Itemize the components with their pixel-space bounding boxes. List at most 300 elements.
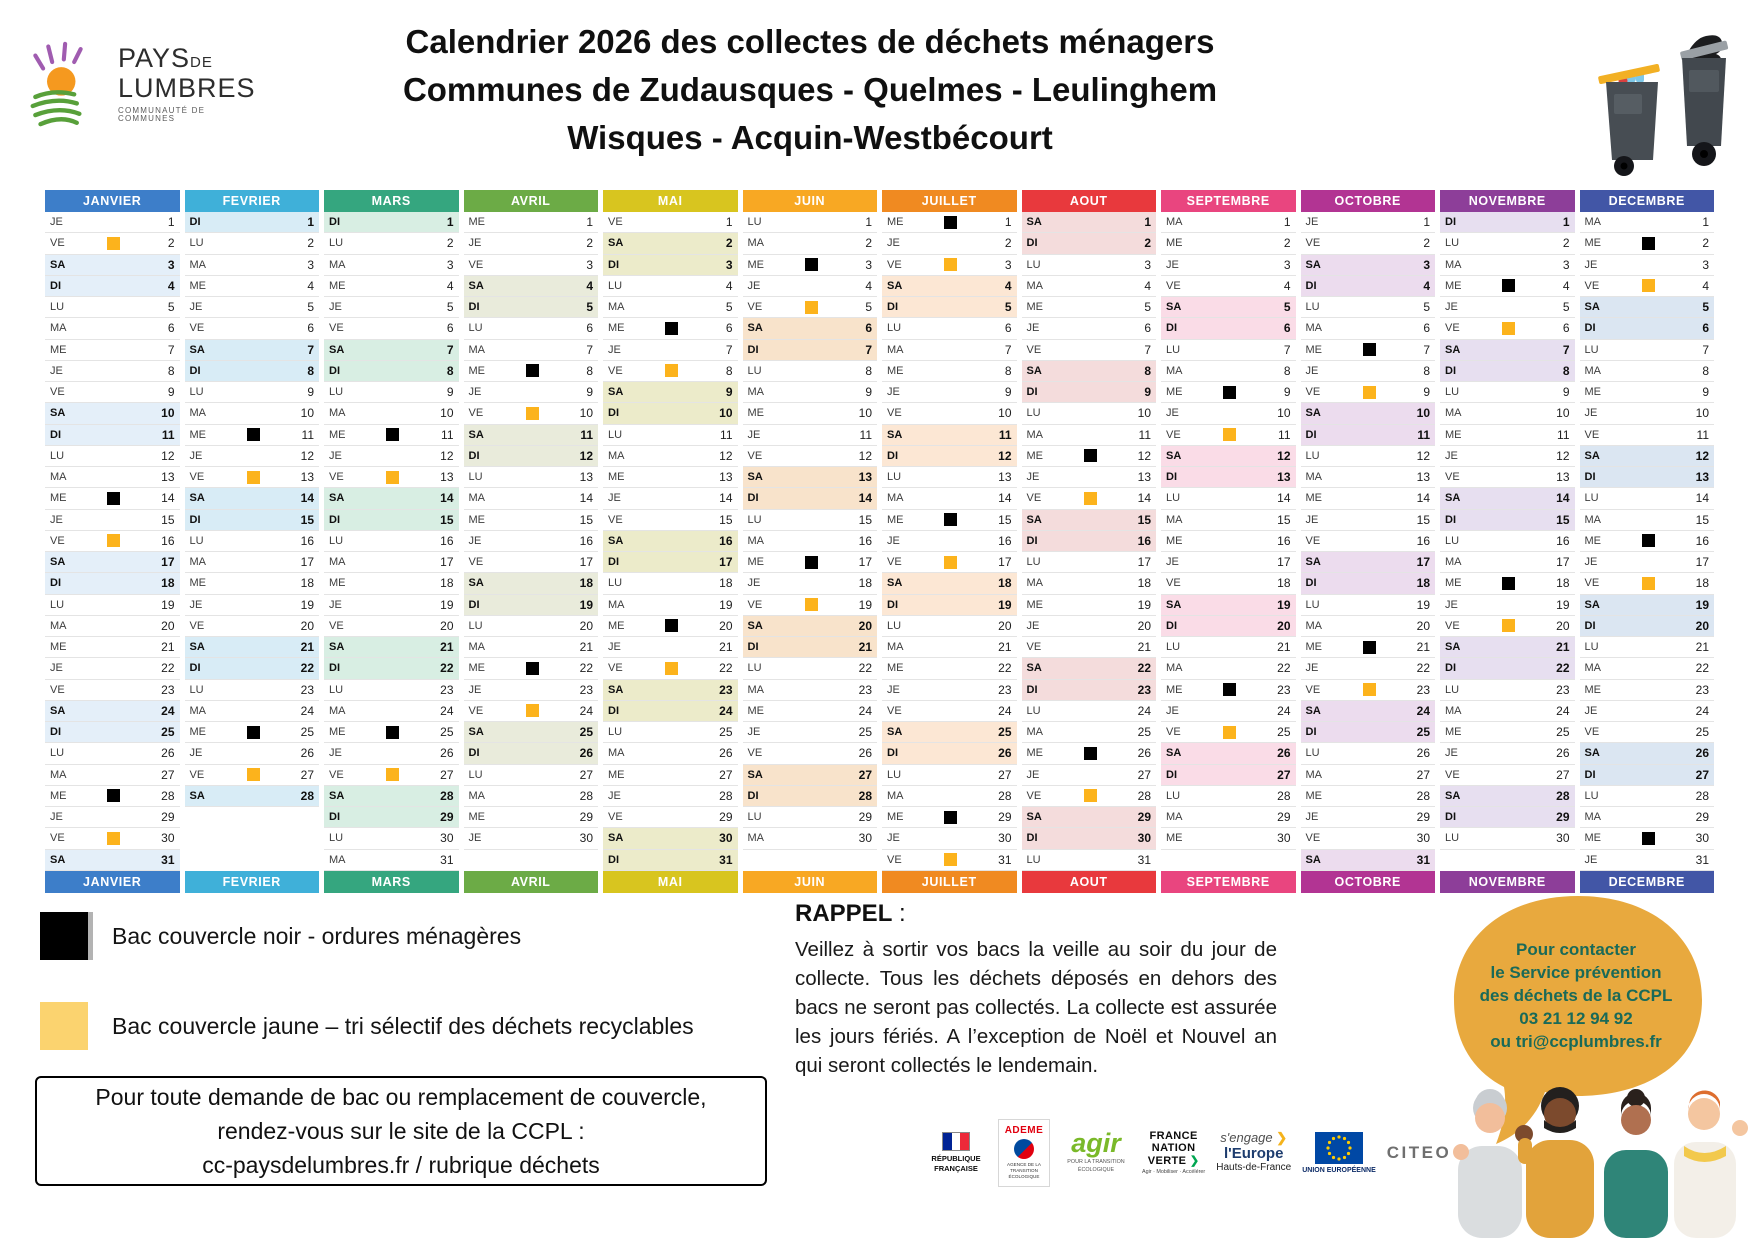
weekday-label: VE xyxy=(747,301,763,314)
weekday-label: VE xyxy=(887,407,902,420)
day-number: 5 xyxy=(586,300,593,315)
day-cell xyxy=(1161,318,1296,339)
day-number: 6 xyxy=(725,321,733,336)
day-cell xyxy=(324,531,459,552)
weekday-label: JE xyxy=(329,301,342,314)
day-number: 25 xyxy=(300,725,314,740)
weekday-label: JE xyxy=(608,641,621,654)
day-number: 4 xyxy=(865,278,872,293)
day-number: 19 xyxy=(579,597,593,612)
day-cell xyxy=(1440,786,1575,807)
day-number: 23 xyxy=(1416,682,1430,697)
weekday-label: JE xyxy=(329,598,342,611)
day-number: 20 xyxy=(161,618,175,633)
weekday-label: VE xyxy=(887,853,902,866)
day-cell xyxy=(45,616,180,637)
day-number: 26 xyxy=(300,746,314,761)
day-number: 3 xyxy=(1283,257,1291,272)
day-number: 11 xyxy=(998,427,1012,442)
day-number: 26 xyxy=(440,746,454,761)
day-number: 31 xyxy=(161,852,175,867)
day-cell xyxy=(1301,616,1436,637)
weekday-label: DI xyxy=(608,407,619,420)
day-cell xyxy=(1440,743,1575,764)
weekday-label: SA xyxy=(1305,853,1321,866)
black-bin-marker xyxy=(526,364,539,377)
weekday-label: MA xyxy=(50,619,67,632)
weekday-label: SA xyxy=(1445,343,1461,356)
yellow-bin-marker xyxy=(1502,619,1515,632)
day-cell xyxy=(45,510,180,531)
day-cell xyxy=(1301,807,1436,828)
weekday-label: SA xyxy=(1305,258,1321,271)
day-cell xyxy=(45,765,180,786)
day-number: 20 xyxy=(1416,618,1430,633)
day-cell xyxy=(882,212,1017,233)
day-number: 10 xyxy=(1556,406,1570,421)
yellow-bin-marker xyxy=(107,534,120,547)
day-cell xyxy=(464,743,599,764)
weekday-label: SA xyxy=(50,258,66,271)
day-number: 30 xyxy=(719,831,733,846)
day-cell xyxy=(1161,743,1296,764)
weekday-label: LU xyxy=(189,237,204,250)
day-cell xyxy=(1301,361,1436,382)
weekday-label: MA xyxy=(747,386,764,399)
day-number: 23 xyxy=(719,682,733,697)
yellow-bin-marker xyxy=(107,237,120,250)
day-cell xyxy=(882,318,1017,339)
day-number: 18 xyxy=(998,576,1012,591)
day-cell xyxy=(45,276,180,297)
month-footer-mai: MAI xyxy=(603,871,738,893)
marker-slot xyxy=(1057,449,1125,462)
day-cell xyxy=(1022,233,1157,254)
day-cell xyxy=(1022,637,1157,658)
day-cell xyxy=(1301,722,1436,743)
weekday-label: MA xyxy=(468,343,485,356)
day-cell xyxy=(1161,637,1296,658)
weekday-label: DI xyxy=(189,216,201,229)
marker-slot xyxy=(359,768,427,781)
day-number: 25 xyxy=(161,725,175,740)
weekday-label: DI xyxy=(1305,279,1317,292)
day-number: 25 xyxy=(579,725,593,740)
weekday-label: ME xyxy=(1584,237,1601,250)
day-number: 4 xyxy=(1144,278,1151,293)
weekday-label: DI xyxy=(1026,832,1038,845)
day-number: 18 xyxy=(719,576,733,591)
logo-citeo: CITEO xyxy=(1386,1142,1452,1162)
day-cell xyxy=(1161,722,1296,743)
day-cell xyxy=(1022,361,1157,382)
weekday-label: VE xyxy=(1584,279,1600,292)
day-number: 27 xyxy=(1137,767,1151,782)
day-cell xyxy=(185,595,320,616)
weekday-label: LU xyxy=(887,322,902,335)
rappel-title: RAPPEL : xyxy=(795,900,906,927)
day-number: 22 xyxy=(440,661,454,676)
day-cell xyxy=(1440,573,1575,594)
yellow-bin-marker xyxy=(1084,789,1097,802)
month-column-decembre xyxy=(1580,190,1715,893)
day-cell xyxy=(743,743,878,764)
marker-slot xyxy=(778,301,846,314)
day-number: 8 xyxy=(1562,363,1570,378)
day-cell xyxy=(464,680,599,701)
day-number: 12 xyxy=(1277,448,1291,463)
day-cell xyxy=(464,807,599,828)
day-number: 27 xyxy=(579,767,593,782)
weekday-label: LU xyxy=(608,428,623,441)
day-number: 8 xyxy=(1144,363,1151,378)
weekday-label: DI xyxy=(1445,216,1456,229)
day-number: 23 xyxy=(1556,682,1570,697)
day-number: 17 xyxy=(1137,555,1151,570)
legend-yellow-bin xyxy=(40,1002,694,1050)
yellow-chevron-icon: ❯ xyxy=(1276,1129,1288,1145)
weekday-label: ME xyxy=(608,322,625,335)
day-number: 14 xyxy=(579,491,593,506)
day-number: 16 xyxy=(300,533,314,548)
marker-slot xyxy=(778,598,846,611)
yellow-bin-marker xyxy=(526,704,539,717)
day-cell xyxy=(743,552,878,573)
day-cell xyxy=(882,786,1017,807)
day-number: 24 xyxy=(1137,703,1151,718)
day-number: 27 xyxy=(300,767,314,782)
day-number: 24 xyxy=(1416,703,1430,718)
weekday-label: LU xyxy=(1166,789,1181,802)
marker-slot xyxy=(1615,832,1683,845)
weekday-label: DI xyxy=(608,853,619,866)
day-number: 29 xyxy=(1137,810,1151,825)
day-cell xyxy=(882,233,1017,254)
day-cell xyxy=(185,701,320,722)
day-cell xyxy=(743,361,878,382)
day-number: 7 xyxy=(1144,342,1151,357)
day-cell xyxy=(1022,850,1157,871)
day-number: 8 xyxy=(1423,363,1430,378)
day-cell xyxy=(1301,255,1436,276)
weekday-label: DI xyxy=(1445,662,1456,675)
title-line-3: Wisques - Acquin-Westbécourt xyxy=(567,119,1053,156)
day-number: 20 xyxy=(579,618,593,633)
weekday-label: DI xyxy=(747,492,759,505)
marker-slot xyxy=(1196,683,1264,696)
marker-slot xyxy=(80,492,148,505)
day-number: 3 xyxy=(1702,257,1709,272)
weekday-label: SA xyxy=(1026,811,1042,824)
day-number: 9 xyxy=(446,385,454,400)
day-cell xyxy=(743,765,878,786)
day-number: 2 xyxy=(725,236,733,251)
weekday-label: LU xyxy=(1445,683,1460,696)
weekday-label: VE xyxy=(189,322,205,335)
day-number: 21 xyxy=(1137,640,1151,655)
weekday-label: LU xyxy=(329,534,344,547)
weekday-label: MA xyxy=(329,853,346,866)
day-number: 14 xyxy=(1416,491,1430,506)
day-cell xyxy=(45,701,180,722)
day-number: 29 xyxy=(579,810,593,825)
weekday-label: MA xyxy=(1166,513,1183,526)
day-cell xyxy=(1440,658,1575,679)
weekday-label: VE xyxy=(189,768,205,781)
day-number: 11 xyxy=(161,427,175,442)
day-cell xyxy=(185,212,320,233)
day-number: 3 xyxy=(1423,257,1430,272)
day-number: 20 xyxy=(998,618,1012,633)
day-number: 3 xyxy=(586,257,593,272)
day-cell xyxy=(1440,276,1575,297)
weekday-label: JE xyxy=(468,683,482,696)
weekday-label: SA xyxy=(608,237,624,250)
day-number: 7 xyxy=(1004,342,1012,357)
day-number: 19 xyxy=(161,597,175,612)
weekday-label: ME xyxy=(189,577,206,590)
day-cell xyxy=(882,531,1017,552)
weekday-label: LU xyxy=(1026,556,1041,569)
day-number: 8 xyxy=(725,363,733,378)
day-number: 28 xyxy=(1277,788,1291,803)
marker-slot xyxy=(1615,237,1683,250)
weekday-label: DI xyxy=(887,449,898,462)
day-cell xyxy=(185,573,320,594)
day-number: 7 xyxy=(307,342,314,357)
day-cell xyxy=(464,765,599,786)
rappel-body: Veillez à sortir vos bacs la veille au soir du jour de collecte. Tous les déchets déposés en dehors des bacs ne seront pas collectés. La collecte est assurée les jours fériés. A l’exception de Noël et Nouvel an qui seront collectés le lendemain. xyxy=(795,938,1277,1077)
day-cell xyxy=(464,488,599,509)
day-number: 23 xyxy=(1137,682,1151,697)
day-number: 17 xyxy=(579,555,593,570)
day-number: 18 xyxy=(440,576,454,591)
day-number: 1 xyxy=(446,215,454,230)
day-cell xyxy=(1301,382,1436,403)
day-cell xyxy=(743,531,878,552)
day-cell xyxy=(603,403,738,424)
weekday-label: LU xyxy=(887,619,902,632)
request-line-2: rendez-vous sur le site de la CCPL : xyxy=(217,1118,585,1144)
day-cell xyxy=(45,467,180,488)
day-cell xyxy=(324,616,459,637)
yellow-bin-marker xyxy=(944,853,957,866)
day-number: 24 xyxy=(858,703,872,718)
day-cell xyxy=(1580,595,1715,616)
weekday-label: LU xyxy=(189,386,204,399)
day-number: 25 xyxy=(719,725,733,740)
day-number: 7 xyxy=(865,342,872,357)
weekday-label: SA xyxy=(50,853,66,866)
weekday-label: DI xyxy=(1026,534,1038,547)
weekday-label: MA xyxy=(608,598,625,611)
day-cell xyxy=(1440,446,1575,467)
day-cell xyxy=(743,467,878,488)
day-number: 3 xyxy=(865,257,872,272)
day-cell xyxy=(324,255,459,276)
black-bin-marker xyxy=(1363,343,1376,356)
day-cell xyxy=(1440,616,1575,637)
legend-yellow-label: Bac couvercle jaune – tri sélectif des déchets recyclables xyxy=(112,1012,694,1039)
month-header-avril: AVRIL xyxy=(464,190,599,212)
month-header-fevrier: FEVRIER xyxy=(185,190,320,212)
marker-slot xyxy=(1475,279,1543,292)
weekday-label: ME xyxy=(50,789,67,802)
day-cell xyxy=(1161,425,1296,446)
day-number: 12 xyxy=(1695,448,1709,463)
day-number: 13 xyxy=(1137,470,1151,485)
weekday-label: MA xyxy=(1445,704,1462,717)
day-cell xyxy=(1161,595,1296,616)
day-number: 22 xyxy=(161,661,175,676)
day-cell xyxy=(464,361,599,382)
day-number: 30 xyxy=(440,831,454,846)
day-number: 9 xyxy=(1144,385,1151,400)
day-number: 27 xyxy=(998,767,1012,782)
day-cell xyxy=(882,573,1017,594)
weekday-label: DI xyxy=(329,811,340,824)
weekday-label: DI xyxy=(1166,768,1177,781)
day-number: 16 xyxy=(161,533,175,548)
day-number: 5 xyxy=(1702,300,1709,315)
day-number: 22 xyxy=(858,661,872,676)
day-number: 7 xyxy=(1423,342,1430,357)
weekday-label: DI xyxy=(1026,683,1038,696)
day-cell xyxy=(45,743,180,764)
weekday-label: LU xyxy=(329,386,344,399)
marker-slot xyxy=(220,726,288,739)
day-cell xyxy=(464,658,599,679)
day-number: 23 xyxy=(858,682,872,697)
weekday-label: ME xyxy=(468,364,485,377)
month-column-mai xyxy=(603,190,738,893)
day-cell xyxy=(324,318,459,339)
marker-slot xyxy=(1615,577,1683,590)
weekday-label: MA xyxy=(329,704,346,717)
day-cell xyxy=(1301,318,1436,339)
weekday-label: ME xyxy=(329,726,346,739)
day-cell xyxy=(1022,786,1157,807)
day-cell xyxy=(1580,467,1715,488)
weekday-label: DI xyxy=(1166,322,1177,335)
weekday-label: JE xyxy=(189,598,203,611)
day-number: 31 xyxy=(719,852,733,867)
day-number: 13 xyxy=(161,470,175,485)
day-number: 23 xyxy=(300,682,314,697)
weekday-label: VE xyxy=(887,258,902,271)
weekday-label: MA xyxy=(1445,556,1462,569)
weekday-label: VE xyxy=(747,747,763,760)
weekday-label: MA xyxy=(1305,768,1322,781)
day-cell xyxy=(743,573,878,594)
day-cell xyxy=(743,807,878,828)
yellow-bin-marker xyxy=(665,662,678,675)
day-cell xyxy=(324,828,459,849)
day-number: 2 xyxy=(1702,236,1709,251)
day-number: 17 xyxy=(1556,555,1570,570)
weekday-label: DI xyxy=(50,577,61,590)
weekday-label: LU xyxy=(608,726,623,739)
weekday-label: ME xyxy=(50,492,67,505)
day-cell xyxy=(743,318,878,339)
weekday-label: VE xyxy=(1445,471,1460,484)
month-days-mai xyxy=(603,212,738,871)
month-footer-janvier: JANVIER xyxy=(45,871,180,893)
day-cell xyxy=(603,552,738,573)
weekday-label: LU xyxy=(1584,343,1599,356)
month-column-juin xyxy=(743,190,878,893)
day-number: 6 xyxy=(167,321,175,336)
day-cell xyxy=(1580,531,1715,552)
day-cell xyxy=(1440,510,1575,531)
weekday-label: MA xyxy=(50,471,67,484)
bins-illustration xyxy=(1592,22,1737,177)
day-cell xyxy=(1580,807,1715,828)
weekday-label: LU xyxy=(468,768,483,781)
day-number: 5 xyxy=(1144,300,1151,315)
weekday-label: VE xyxy=(887,704,902,717)
day-number: 2 xyxy=(307,236,314,251)
day-number: 20 xyxy=(858,618,872,633)
day-cell xyxy=(743,637,878,658)
day-cell xyxy=(45,807,180,828)
weekday-label: VE xyxy=(608,662,623,675)
black-bin-marker xyxy=(1084,449,1097,462)
day-number: 19 xyxy=(300,597,314,612)
day-number: 4 xyxy=(1423,278,1430,293)
day-number: 8 xyxy=(1004,363,1012,378)
day-cell xyxy=(1440,722,1575,743)
day-cell xyxy=(1301,467,1436,488)
day-cell xyxy=(743,403,878,424)
day-number: 1 xyxy=(1144,215,1151,230)
weekday-label: ME xyxy=(608,619,625,632)
day-cell xyxy=(464,573,599,594)
weekday-label: DI xyxy=(329,662,340,675)
day-number: 30 xyxy=(1277,831,1291,846)
month-footer-juillet: JUILLET xyxy=(882,871,1017,893)
black-bin-marker xyxy=(944,513,957,526)
day-number: 5 xyxy=(167,300,175,315)
day-number: 14 xyxy=(998,491,1012,506)
weekday-label: ME xyxy=(747,407,764,420)
weekday-label: DI xyxy=(1445,513,1456,526)
day-number: 19 xyxy=(719,597,733,612)
logo-france-nation-verte: FRANCE NATION VERTE ❯ Agir · Mobiliser · Accélérer xyxy=(1142,1129,1206,1176)
day-number: 31 xyxy=(440,852,454,867)
weekday-label: VE xyxy=(608,811,623,824)
day-cell xyxy=(1301,531,1436,552)
weekday-label: SA xyxy=(1584,301,1600,314)
black-bin-marker xyxy=(1502,577,1515,590)
marker-slot xyxy=(917,811,985,824)
weekday-label: JE xyxy=(1305,811,1319,824)
weekday-label: SA xyxy=(1026,662,1042,675)
day-cell xyxy=(45,233,180,254)
black-bin-marker xyxy=(805,258,818,271)
day-number: 5 xyxy=(1004,300,1012,315)
day-cell xyxy=(882,340,1017,361)
weekday-label: MA xyxy=(329,556,346,569)
black-bin-marker xyxy=(1223,386,1236,399)
day-cell xyxy=(603,488,738,509)
weekday-label: ME xyxy=(1584,534,1601,547)
day-cell xyxy=(185,361,320,382)
day-cell xyxy=(1022,318,1157,339)
day-cell xyxy=(1022,276,1157,297)
marker-slot xyxy=(1336,343,1404,356)
day-cell xyxy=(45,680,180,701)
